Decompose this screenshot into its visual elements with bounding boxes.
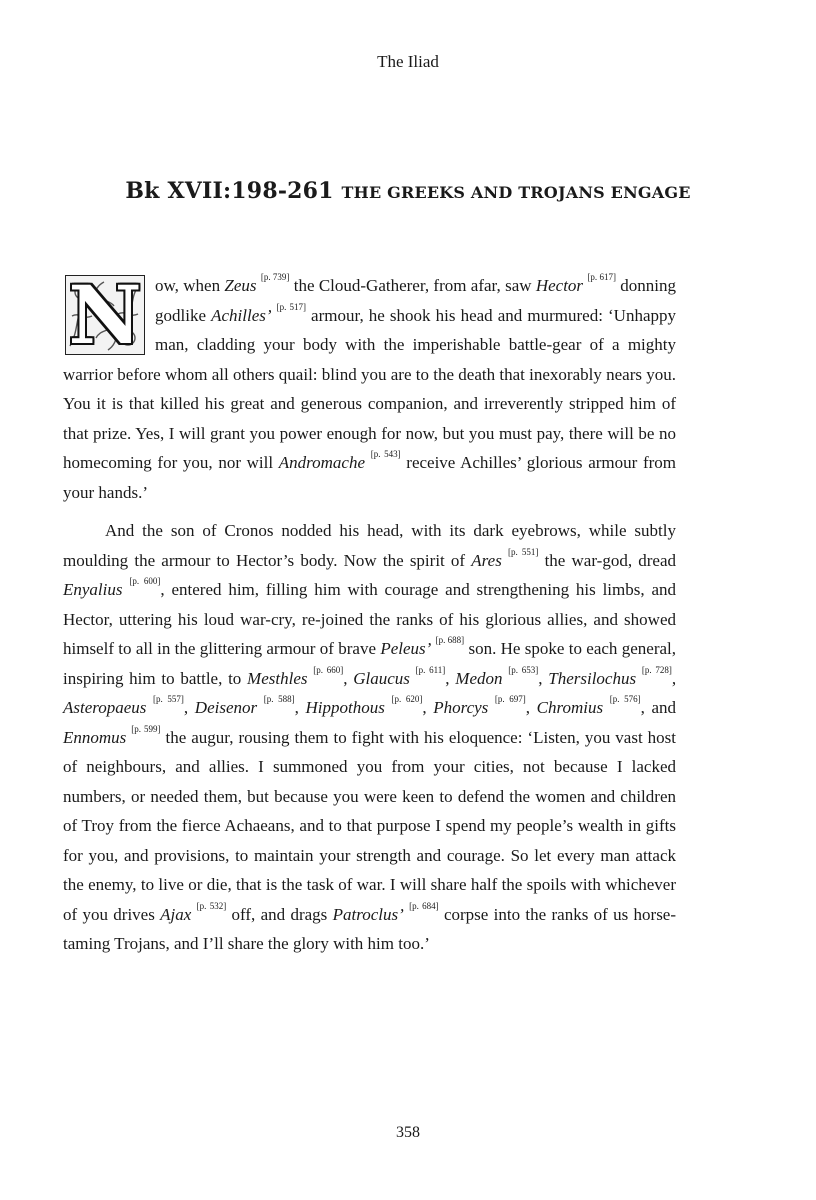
name-hector: Hector — [535, 276, 584, 295]
page-ref: [p. 517] — [276, 301, 306, 312]
name-achilles: Achilles’ — [211, 305, 272, 325]
text-run: the Cloud-Gatherer, from afar, saw — [289, 276, 536, 295]
page-ref: [p. 684] — [409, 900, 439, 911]
page-ref: [p. 551] — [507, 546, 539, 557]
text-run: son. He spoke to each general, inspiring him to battle, to — [63, 639, 677, 688]
decorated-initial — [65, 275, 145, 355]
text-run: armour, he shook his head and murmured: ‘Unhappy man, cladding your body with the imperishable battle-gear of a mighty warrior before whom all others quail: blind you are to the death that inexorably nears you. You it is that killed his great and generous companion, and irreverently stripped him of that prize. Yes, I will grant you power enough for now, but you must pay, there will be no homecoming for you, nor will — [63, 305, 676, 472]
name-mesthles: Mesthles — [247, 668, 308, 688]
name-deisenor: Deisenor — [194, 698, 258, 717]
name-phorcys: Phorcys — [433, 698, 489, 717]
page-ref: [p. 611] — [415, 664, 446, 675]
text-run: , entered him, filling him with courage and strengthening his limbs, and Hector, uttering his loud war-cry, re-joined the ranks of his glorious allies, and showed himself to all in the glittering armour of brave — [63, 580, 676, 658]
page-ref: [p. 588] — [263, 694, 295, 704]
paragraph-1 — [63, 271, 676, 507]
page-ref: [p. 543] — [370, 449, 401, 459]
page-ref: [p. 599] — [131, 723, 161, 734]
page-ref: [p. 620] — [391, 694, 423, 704]
page-ref: [p. 728] — [641, 664, 672, 675]
name-andromache: Andromache — [278, 453, 366, 472]
page-number: 358 — [396, 1124, 420, 1141]
page-ref: [p. 653] — [508, 664, 539, 675]
text-run: receive Achilles’ glorious armour from your hands.’ — [63, 453, 676, 502]
name-peleus: Peleus’ — [380, 639, 432, 658]
name-ennomus: Ennomus — [63, 727, 127, 747]
dropcap-letter: N — [68, 275, 142, 355]
text-run: corpse into the ranks of us horse-taming Trojans, and I’ll share the glory with him too.’ — [63, 904, 677, 953]
section-title — [0, 178, 816, 204]
text-run: And the son of Cronos nodded his head, with its dark eyebrows, while subtly moulding the armour to Hector’s body. Now the spirit of — [63, 521, 676, 570]
name-patroclus: Patroclus’ — [332, 904, 404, 924]
name-ajax: Ajax — [160, 904, 192, 924]
page-ref: [p. 576] — [609, 694, 641, 704]
page-ref: [p. 557] — [153, 694, 184, 704]
page-ref: [p. 688] — [435, 635, 465, 645]
paragraph-2: And the son of Cronos nodded his head, with its dark eyebrows, while subtly moulding the armour to Hector’s body. Now the spirit of Ares [p. 551] the war-god, dread Enyalius [p. 600], entered him, filling him with courage and strengthening his limbs, and Hector, uttering his loud war-cry, re-joined the ranks of his glorious allies, and showed himself to all in the glittering armour of brave Peleus’ [p. 688] son. He spoke to each general, inspiring him to battle, to Mesthles [p. 660], Glaucus [p. 611], Medon [p. 653], Thersilochus [p. 728], Asteropaeus [p. 557], Deisenor [p. 588], Hippothous [p. 620], Phorcys [p. 697], Chromius [p. 576], and Ennomus [p. 599] the augur, rousing them to fight with his eloquence: ‘Listen, you vast host of neighbours, and allies. I summoned you from your cities, not because I lacked numbers, or needed them, but because you were keen to defend the women and children of Troy from the fierce Achaeans, and to that purpose I spend my people’s wealth in gifts for you, and provisions, to maintain your strength and courage. So let every man attack the enemy, to live or die, that is the task of war. I will share half the spoils with whichever of you drives Ajax [p. 532] off, and drags Patroclus’ [p. 684] corpse into the ranks of us horse-taming Trojans, and I’ll share the glory with him too.’ — [63, 521, 677, 953]
title-ref: Bk XVII:198-261 — [125, 178, 334, 204]
text-run: off, and drags — [226, 904, 333, 924]
name-medon: Medon — [455, 668, 503, 688]
text-run: the augur, rousing them to fight with his eloquence: ‘Listen, you vast host of neighbours, and allies. I summoned you from your cities, not because I lacked numbers, or needed them, but because you were keen to defend the women and children of Troy from the fierce Achaeans, and to that purpose I spend my people’s wealth in gifts for you, and provisions, to maintain your strength and courage. So let every man attack the enemy, to live or die, that is the task of war. I will share half the spoils with whichever of you drives — [63, 727, 677, 924]
name-zeus: Zeus — [224, 276, 257, 295]
body-text — [63, 271, 676, 959]
page-ref: [p. 617] — [587, 272, 616, 282]
text-run: the war-god, dread — [538, 550, 676, 570]
page-ref: [p. 600] — [129, 576, 161, 586]
name-ares: Ares — [471, 550, 502, 570]
name-hippothous: Hippothous — [305, 698, 385, 717]
name-glaucus: Glaucus — [353, 668, 410, 688]
name-enyalius: Enyalius — [63, 580, 123, 599]
text-run: donning godlike — [155, 276, 677, 325]
text-run: and — [651, 698, 677, 717]
running-head: The Iliad — [377, 52, 439, 71]
page-ref: [p. 739] — [260, 272, 290, 282]
name-chromius: Chromius — [536, 698, 604, 717]
page-ref: [p. 660] — [313, 664, 344, 675]
title-heading: THE GREEKS AND TROJANS ENGAGE — [341, 183, 691, 202]
text-run: ow, when — [155, 276, 225, 295]
page-ref: [p. 532] — [196, 900, 227, 911]
name-thersilochus: Thersilochus — [548, 668, 637, 688]
name-asteropaeus: Asteropaeus — [63, 698, 147, 717]
page-ref: [p. 697] — [494, 694, 526, 704]
